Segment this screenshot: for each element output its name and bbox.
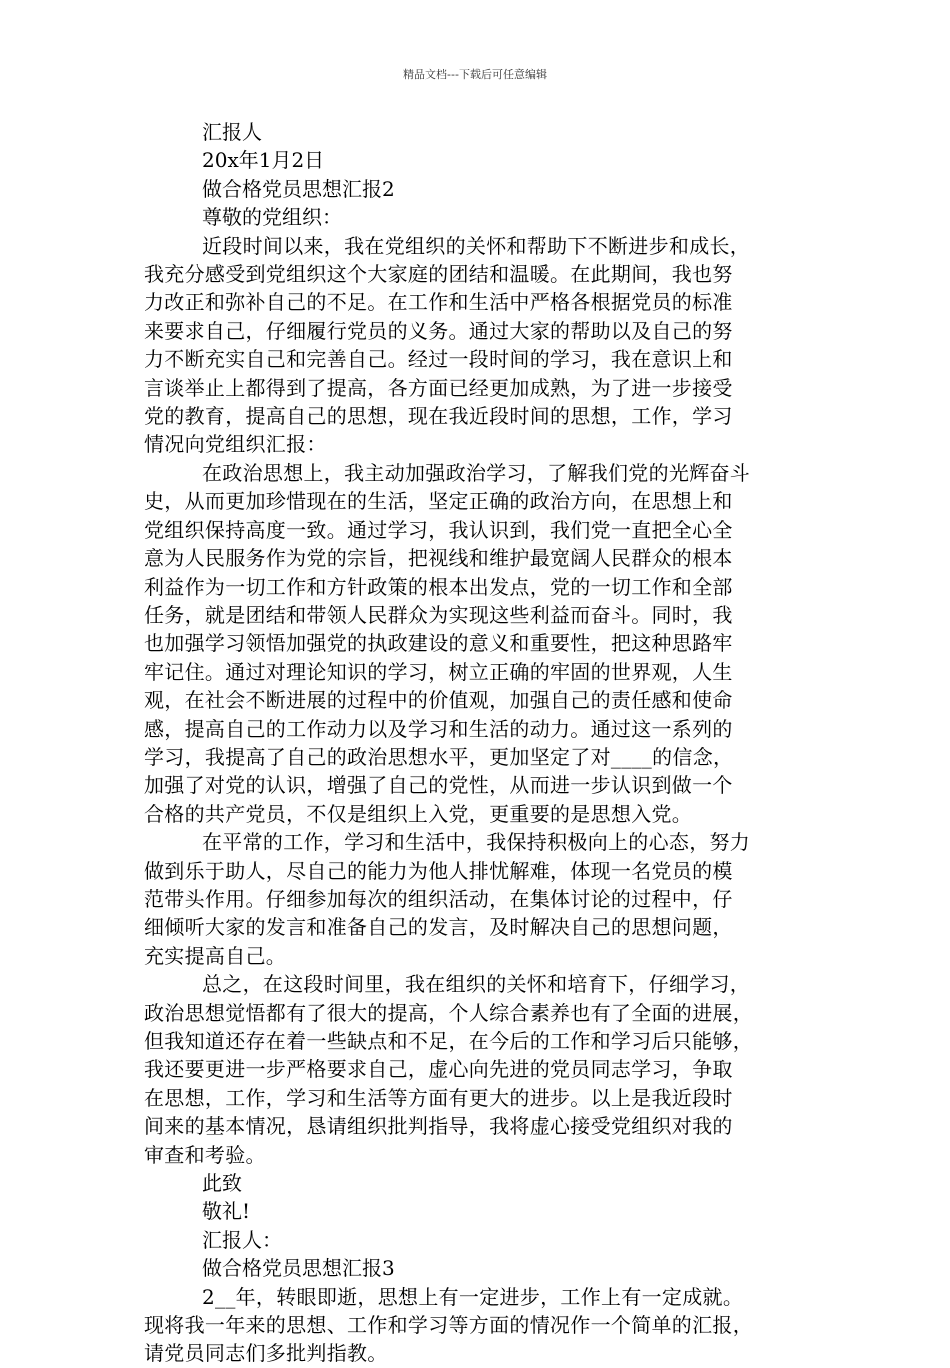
paragraph-line: 现将我一年来的思想、工作和学习等方面的情况作一个简单的汇报， — [144, 1313, 753, 1338]
paragraph-line: 细倾听大家的发言和准备自己的发言，及时解决自己的思想问题， — [144, 915, 733, 940]
paragraph — [144, 459, 814, 828]
paragraph-line: 政治思想觉悟都有了很大的提高，个人综合素养也有了全面的进展， — [144, 1000, 753, 1025]
text-line: 汇报人： — [202, 1227, 282, 1252]
paragraph-line: 请党员同志们多批判指教。 — [144, 1341, 388, 1366]
text-line: 汇报人 — [202, 120, 262, 144]
paragraph-line: 审查和考验。 — [144, 1142, 266, 1167]
paragraph-line: 情况向党组织汇报： — [144, 432, 327, 457]
text-line: 敬礼! — [202, 1199, 251, 1224]
paragraph-line: 做到乐于助人，尽自己的能力为他人排忧解难，体现一名党员的模 — [144, 858, 733, 883]
paragraph-line: 党组织保持高度一致。通过学习，我认识到，我们党一直把全心全 — [144, 517, 733, 542]
paragraph-line: 利益作为一切工作和方针政策的根本出发点，党的一切工作和全部 — [144, 574, 733, 599]
paragraph-line: 加强了对党的认识，增强了自己的党性，从而进一步认识到做一个 — [144, 773, 733, 798]
paragraph-line: 力不断充实自己和完善自己。经过一段时间的学习，我在意识上和 — [144, 347, 733, 372]
paragraph-line: 在平常的工作，学习和生活中，我保持积极向上的心态，努力 — [202, 830, 751, 855]
text-line: 做合格党员思想汇报3 — [202, 1256, 395, 1281]
paragraph-line: 总之，在这段时间里，我在组织的关怀和培育下，仔细学习， — [202, 972, 751, 997]
paragraph-line: 学习，我提高了自己的政治思想水平，更加坚定了对____的信念， — [144, 744, 734, 769]
paragraph-line: 党的教育，提高自己的思想，现在我近段时间的思想，工作，学习 — [144, 404, 733, 429]
paragraph-line: 任务，就是团结和带领人民群众为实现这些利益而奋斗。同时，我 — [144, 602, 733, 627]
text-line: 做合格党员思想汇报2 — [202, 176, 395, 201]
paragraph-line: 充实提高自己。 — [144, 943, 287, 968]
document-body — [144, 118, 814, 1368]
paragraph — [144, 970, 814, 1169]
text-line: 20x年1月2日 — [202, 148, 325, 173]
paragraph-line: 观，在社会不断进展的过程中的价值观，加强自己的责任感和使命 — [144, 688, 733, 713]
paragraph-line: 也加强学习领悟加强党的执政建设的意义和重要性，把这种思路牢 — [144, 631, 733, 656]
paragraph-line: 我还要更进一步严格要求自己，虚心向先进的党员同志学习，争取 — [144, 1057, 733, 1082]
paragraph-line: 史，从而更加珍惜现在的生活，坚定正确的政治方向，在思想上和 — [144, 489, 733, 514]
text-line: 尊敬的党组织： — [202, 205, 342, 230]
paragraph-line: 言谈举止上都得到了提高，各方面已经更加成熟，为了进一步接受 — [144, 375, 733, 400]
paragraph — [144, 828, 814, 970]
paragraph-line: 2__年，转眼即逝，思想上有一定进步，工作上有一定成就。 — [202, 1284, 744, 1309]
page-header-note: 精品文档---下载后可任意编辑 — [403, 68, 547, 81]
paragraph-line: 来要求自己，仔细履行党员的义务。通过大家的帮助以及自己的努 — [144, 318, 733, 343]
paragraph-line: 我充分感受到党组织这个大家庭的团结和温暖。在此期间，我也努 — [144, 262, 733, 287]
paragraph-line: 感，提高自己的工作动力以及学习和生活的动力。通过这一系列的 — [144, 716, 733, 741]
paragraph-line: 范带头作用。仔细参加每次的组织活动，在集体讨论的过程中，仔 — [144, 886, 733, 911]
paragraph-line: 但我知道还存在着一些缺点和不足，在今后的工作和学习后只能够， — [144, 1029, 753, 1053]
paragraph-line: 近段时间以来，我在党组织的关怀和帮助下不断进步和成长， — [202, 233, 751, 258]
text-line: 此致 — [202, 1171, 242, 1196]
paragraph-line: 合格的共产党员，不仅是组织上入党，更重要的是思想入党。 — [144, 801, 693, 826]
paragraph — [144, 1283, 814, 1368]
paragraph-line: 力改正和弥补自己的不足。在工作和生活中严格各根据党员的标准 — [144, 290, 733, 315]
paragraph-line: 在思想，工作，学习和生活等方面有更大的进步。以上是我近段时 — [144, 1085, 733, 1110]
paragraph — [144, 232, 814, 459]
paragraph-line: 在政治思想上，我主动加强政治学习，了解我们党的光辉奋斗 — [202, 460, 751, 485]
paragraph-line: 间来的基本情况，恳请组织批判指导，我将虚心接受党组织对我的 — [144, 1114, 733, 1139]
paragraph-line: 牢记住。通过对理论知识的学习，树立正确的牢固的世界观，人生 — [144, 659, 733, 684]
paragraph-line: 意为人民服务作为党的宗旨，把视线和维护最宽阔人民群众的根本 — [144, 546, 733, 571]
